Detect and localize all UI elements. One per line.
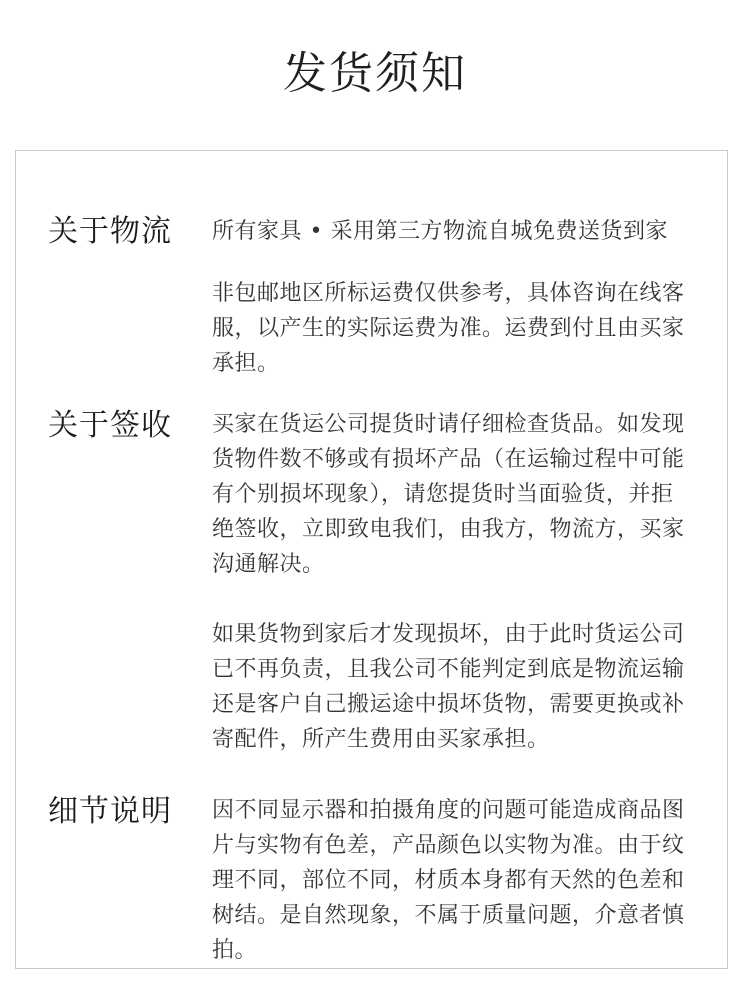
logistics-freight-text: 非包邮地区所标运费仅供参考，具体咨询在线客 服，以产生的实际运费为准。运费到付且由买家 承担。 xyxy=(212,281,685,376)
receipt-inspection-text: 买家在货运公司提货时请仔细检查货品。如发现 货物件数不够或有损坏产品（在运输过程中可能 有个别损坏现象），请您提货时当面验货，并拒 绝签收，立即致电我们，由我方，物流方，买家 沟通解决。 xyxy=(212,412,685,577)
section-heading-details: 细节说明 xyxy=(48,794,172,829)
receipt-damage-text: 如果货物到家后才发现损坏，由于此时货运公司 已不再负责，且我公司不能判定到底是物流运输 还是客户自己搬运途中损坏货物，需要更换或补 寄配件，所产生费用由买家承担。 xyxy=(212,622,685,752)
logistics-delivery-text: 所有家具 • 采用第三方物流自城免费送货到家 xyxy=(212,219,668,244)
details-color-text: 因不同显示器和拍摄角度的问题可能造成商品图 片与实物有色差，产品颜色以实物为准。由于纹 理不同，部位不同，材质本身都有天然的色差和 树结。是自然现象，不属于质量问题，介意者慎拍。 xyxy=(212,798,685,963)
section-heading-logistics: 关于物流 xyxy=(48,214,172,249)
page-title: 发货须知 xyxy=(283,48,467,99)
section-heading-receipt: 关于签收 xyxy=(48,408,172,443)
